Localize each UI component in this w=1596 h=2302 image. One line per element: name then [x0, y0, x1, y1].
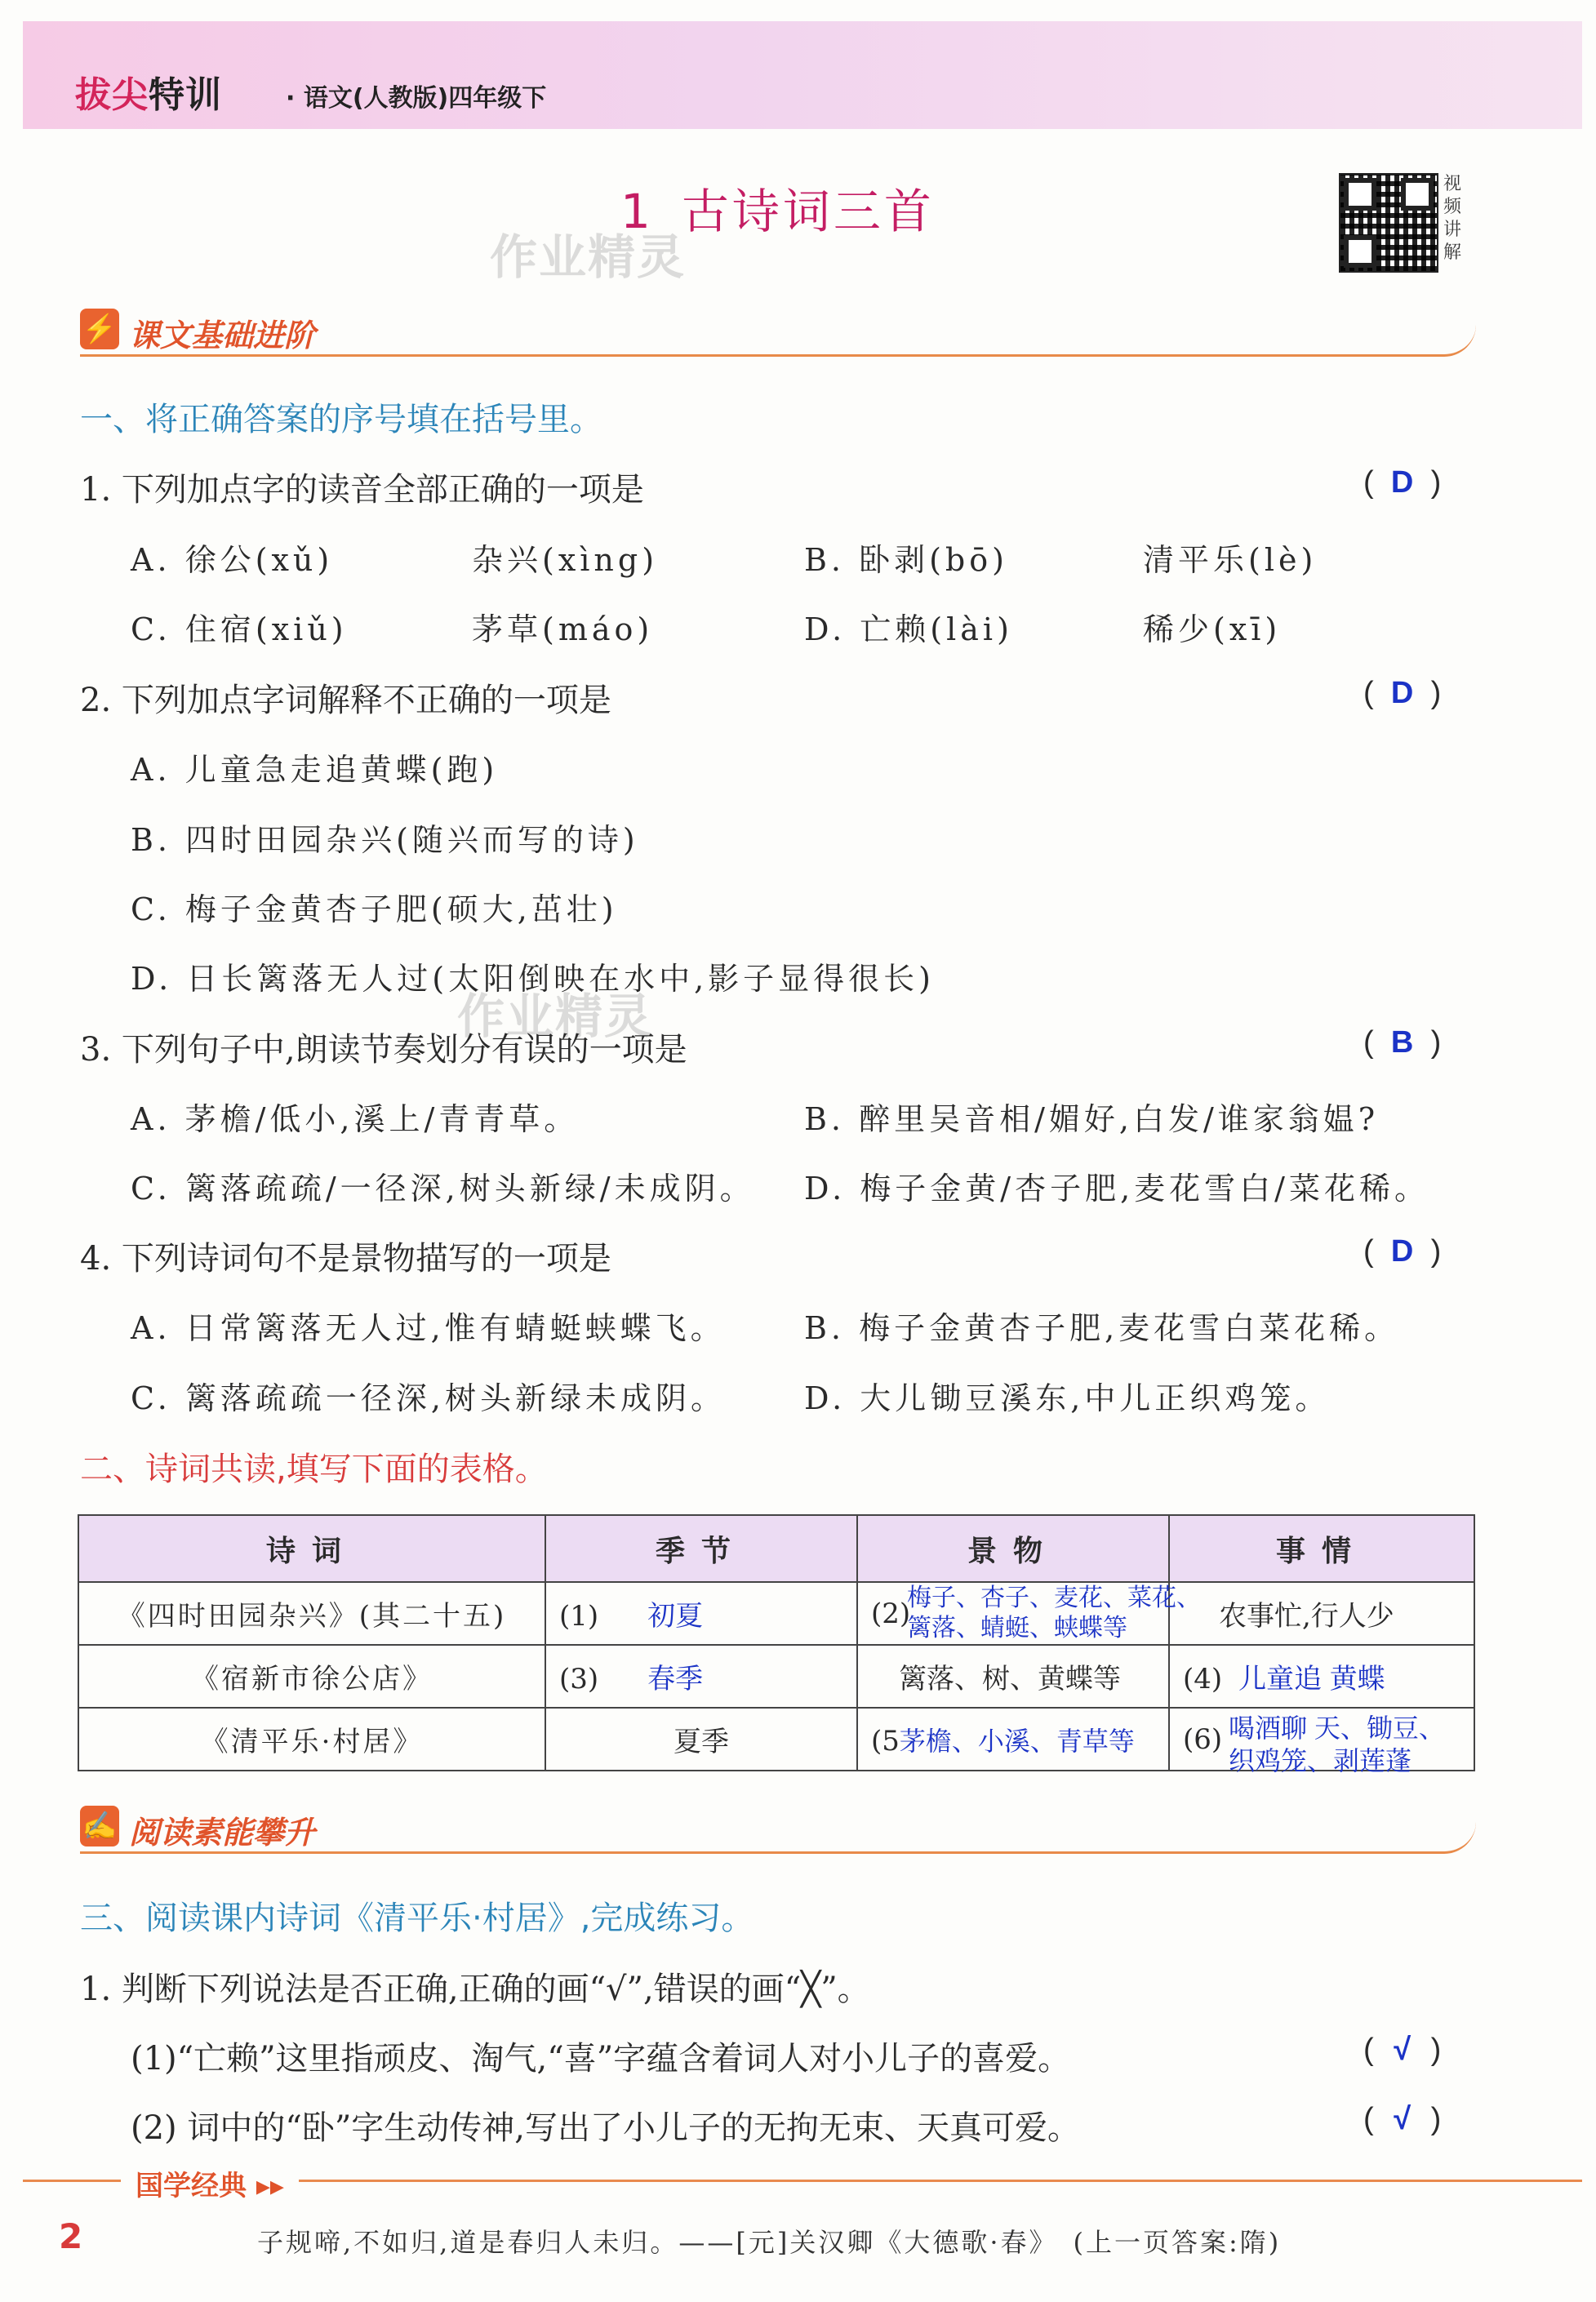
video-explain-label[interactable]: 视频讲解 — [1443, 174, 1462, 263]
q4-answer-box[interactable]: ( D ) — [1363, 1234, 1442, 1269]
q4-option-c: C. 篱落疏疏一径深,树头新绿未成阴。 — [131, 1380, 726, 1416]
p3-q1-item-2: (2) 词中的“卧”字生动传神,写出了小儿子的无拘无束、天真可爱。 — [131, 2109, 1080, 2147]
part3-heading: 三、阅读课内诗词《清平乐·村居》,完成练习。 — [80, 1900, 754, 1937]
q1-option-a: A. 徐公(xǔ) — [131, 542, 334, 578]
p3-q1-stem: 1. 判断下列说法是否正确,正确的画“√”,错误的画“╳”。 — [80, 1971, 870, 2008]
q2-option-d: D. 日长篱落无人过(太阳倒映在水中,影子显得很长) — [131, 961, 936, 997]
q3-option-b: B. 醉里吴音相/媚好,白发/谁家翁媪? — [804, 1101, 1380, 1137]
season-cell: 夏季 — [545, 1708, 857, 1771]
q2-stem: 2. 下列加点字词解释不正确的一项是 — [80, 682, 611, 719]
lightning-icon: ⚡ — [80, 309, 119, 349]
poem-cell: 《宿新市徐公店》 — [78, 1645, 545, 1708]
poem-table — [78, 1514, 1475, 1775]
q2-option-c: C. 梅子金黄杏子肥(硕大,茁壮) — [131, 891, 618, 927]
scene-cell[interactable]: (5茅檐、小溪、青草等 — [857, 1708, 1169, 1771]
q4-option-b: B. 梅子金黄杏子肥,麦花雪白菜花稀。 — [804, 1310, 1400, 1346]
table-row — [78, 1708, 1474, 1771]
q4-option-d: D. 大儿锄豆溪东,中儿正织鸡笼。 — [804, 1380, 1331, 1416]
col-event-header: 事情 — [1169, 1515, 1474, 1582]
poem-cell: 《四时田园杂兴》(其二十五) — [78, 1582, 545, 1645]
header-band — [23, 21, 1582, 129]
q1-option-d2: 稀少(xī) — [1143, 611, 1282, 647]
part1-heading: 一、将正确答案的序号填在括号里。 — [80, 401, 602, 438]
q3-option-c: C. 篱落疏疏/一径深,树头新绿/未成阴。 — [131, 1171, 755, 1207]
q1-answer-box[interactable]: ( D ) — [1363, 465, 1442, 500]
poem-cell: 《清平乐·村居》 — [78, 1708, 545, 1771]
q1-option-b: B. 卧剥(bō) — [804, 542, 1008, 578]
classics-badge: 国学经典 ▸▸ — [121, 2163, 299, 2203]
scene-cell[interactable]: (2) 梅子、杏子、麦花、菜花、篱落、蜻蜓、蛱蝶等 — [857, 1582, 1169, 1645]
q3-option-d: D. 梅子金黄/杏子肥,麦花雪白/菜花稀。 — [804, 1171, 1429, 1207]
event-cell[interactable]: (4) 儿童追 黄蝶 — [1169, 1645, 1474, 1708]
q1-stem: 1. 下列加点字的读音全部正确的一项是 — [80, 471, 644, 509]
brand-logo: 拔尖特训 — [75, 74, 222, 116]
q2-option-b: B. 四时田园杂兴(随兴而写的诗) — [131, 822, 639, 858]
q4-stem: 4. 下列诗词句不是景物描写的一项是 — [80, 1240, 611, 1278]
q1-option-c: C. 住宿(xiǔ) — [131, 611, 348, 647]
p3-q1-item-2-answer[interactable]: ( √ ) — [1363, 2102, 1442, 2136]
watermark: 作业精灵 — [490, 229, 687, 285]
q2-answer-box[interactable]: ( D ) — [1363, 676, 1442, 710]
p3-q1-item-1: (1)“亡赖”这里指顽皮、淘气,“喜”字蕴含着词人对小儿子的喜爱。 — [131, 2040, 1071, 2078]
q1-option-c2: 茅草(máo) — [472, 611, 654, 647]
q3-stem: 3. 下列句子中,朗读节奏划分有误的一项是 — [80, 1031, 687, 1069]
section-divider — [80, 325, 1476, 357]
table-header-row — [78, 1515, 1474, 1582]
q3-answer-box[interactable]: ( B ) — [1363, 1025, 1442, 1060]
watermark: 作业精灵 — [457, 989, 654, 1044]
season-cell[interactable]: (3) 春季 — [545, 1645, 857, 1708]
book-subtitle: · 语文(人教版)四年级下 — [286, 84, 547, 113]
q1-option-d: D. 亡赖(lài) — [804, 611, 1013, 647]
scene-cell: 篱落、树、黄蝶等 — [857, 1645, 1169, 1708]
q2-option-a: A. 儿童急走追黄蝶(跑) — [131, 752, 499, 788]
table-row — [78, 1582, 1474, 1645]
section-reading: 阅读素能攀升 — [129, 1815, 316, 1851]
q3-option-a: A. 茅檐/低小,溪上/青青草。 — [131, 1101, 580, 1137]
page-number: 2 — [59, 2216, 83, 2256]
event-cell[interactable]: (6) 喝酒聊 天、锄豆、织鸡笼、剥莲蓬 — [1169, 1708, 1474, 1771]
col-season-header: 季节 — [545, 1515, 857, 1582]
qr-code-icon[interactable] — [1339, 173, 1438, 273]
q1-option-b2: 清平乐(lè) — [1143, 542, 1318, 578]
q4-option-a: A. 日常篱落无人过,惟有蜻蜓蛱蝶飞。 — [131, 1310, 726, 1346]
p3-q1-item-1-answer[interactable]: ( √ ) — [1363, 2033, 1442, 2067]
book-icon: ✍ — [80, 1806, 119, 1846]
section-divider — [80, 1822, 1476, 1854]
q1-option-a2: 杂兴(xìng) — [472, 542, 659, 578]
section-basics: 课文基础进阶 — [129, 318, 316, 353]
season-cell[interactable]: (1) 初夏 — [545, 1582, 857, 1645]
part2-heading: 二、诗词共读,填写下面的表格。 — [80, 1451, 548, 1488]
footer-quote: 子规啼,不如归,道是春归人未归。——[元]关汉卿《大德歌·春》 (上一页答案:隋) — [257, 2227, 1282, 2258]
lesson-title: 1 古诗词三首 — [620, 184, 935, 239]
table-row — [78, 1645, 1474, 1708]
event-cell: 农事忙,行人少 — [1169, 1582, 1474, 1645]
col-scene-header: 景物 — [857, 1515, 1169, 1582]
col-poem-header: 诗词 — [78, 1515, 545, 1582]
